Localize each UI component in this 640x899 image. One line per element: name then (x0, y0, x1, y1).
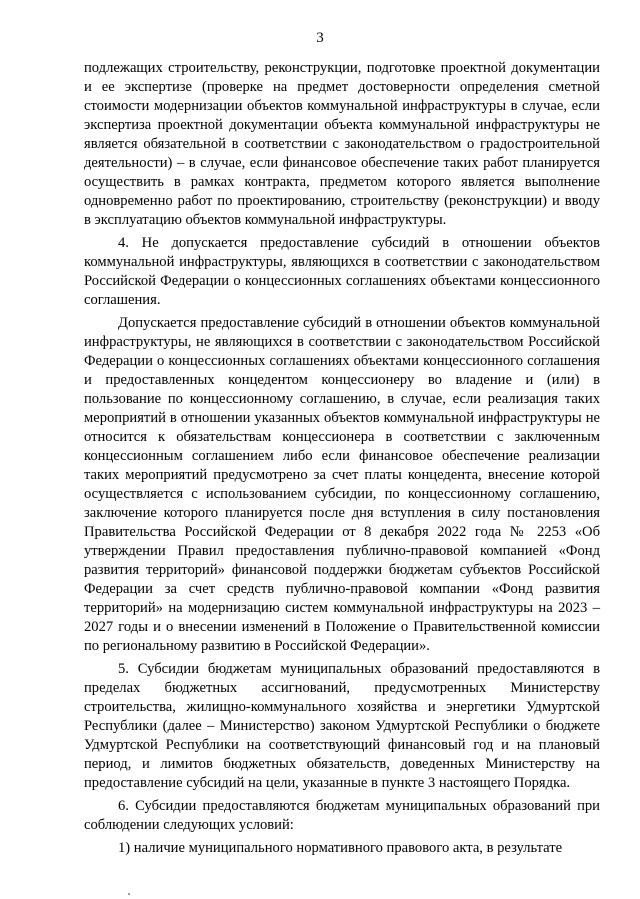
paragraph-clause-4-allowance: Допускается предоставление субсидий в отношении объектов коммунальной инфраструктуры, не являющихся в соответствии с законодательством Российской Федерации о концессионных соглашениях объектами концессионного соглашения и предоставленных концедентом концессионеру во владение и (или) в пользование по концессионному соглашению, в случае, если реализация таких мероприятий в отношении указанных объектов коммунальной инфраструктуры не относится к обязательствам концессионера в соответствии с заключенным концессионным соглашением либо если финансовое обеспечение реализации таких мероприятий предусмотрено за счет платы концедента, внесение которой осуществляется с использованием субсидии, по концессионному соглашению, заключение которого планируется после дня вступления в силу постановления Правительства Российской Федерации от 8 декабря 2022 года № 2253 «Об утверждении Правил предоставления публично-правовой компанией «Фонд развития территорий» финансовой поддержки бюджетам субъектов Российской Федерации за счет средств публично-правовой компании «Фонд развития территорий» на модернизацию систем коммунальной инфраструктуры на 2023 – 2027 годы и о внесении изменений в Положение о Правительственной комиссии по региональному развитию в Российской Федерации». (84, 315, 600, 654)
paragraph-clause-6-item-1: 1) наличие муниципального нормативного правового акта, в результате (118, 840, 563, 856)
scan-speck (128, 893, 130, 895)
paragraph-clause-4: 4. Не допускается предоставление субсидий в отношении объектов коммунальной инфраструктуры, являющихся в соответствии с законодательством Российской Федерации о концессионных соглашениях объектами концессионного соглашения. (84, 235, 600, 308)
paragraph-clause-6: 6. Субсидии предоставляются бюджетам муниципальных образований при соблюдении следующих условий: (84, 798, 600, 833)
page-number: 3 (316, 30, 324, 46)
paragraph-clause-5: 5. Субсидии бюджетам муниципальных образований предоставляются в пределах бюджетных ассигнований, предусмотренных Министерству строительства, жилищно-коммунального хозяйства и энергетики Удмуртской Республики (далее – Министерство) законом Удмуртской Республики о бюджете Удмуртской Республики на соответствующий финансовый год и на плановый период, и лимитов бюджетных обязательств, доведенных Министерству на предоставление субсидий на цели, указанные в пункте 3 настоящего Порядка. (84, 661, 600, 791)
paragraph-projects-continuation: подлежащих строительству, реконструкции, подготовке проектной документации и ее экспертизе (проверке на предмет достоверности определения сметной стоимости модернизации объектов коммунальной инфраструктуры в случае, если экспертиза проектной документации объекта коммунальной инфраструктуры не является обязательной в соответствии с законодательством о градостроительной деятельности) – в случае, если финансовое обеспечение таких работ планируется осуществить в рамках контракта, предметом которого является выполнение одновременно работ по проектированию, строительству (реконструкции) и вводу в эксплуатацию объектов коммунальной инфраструктуры. (84, 60, 600, 228)
document-body (84, 59, 600, 858)
